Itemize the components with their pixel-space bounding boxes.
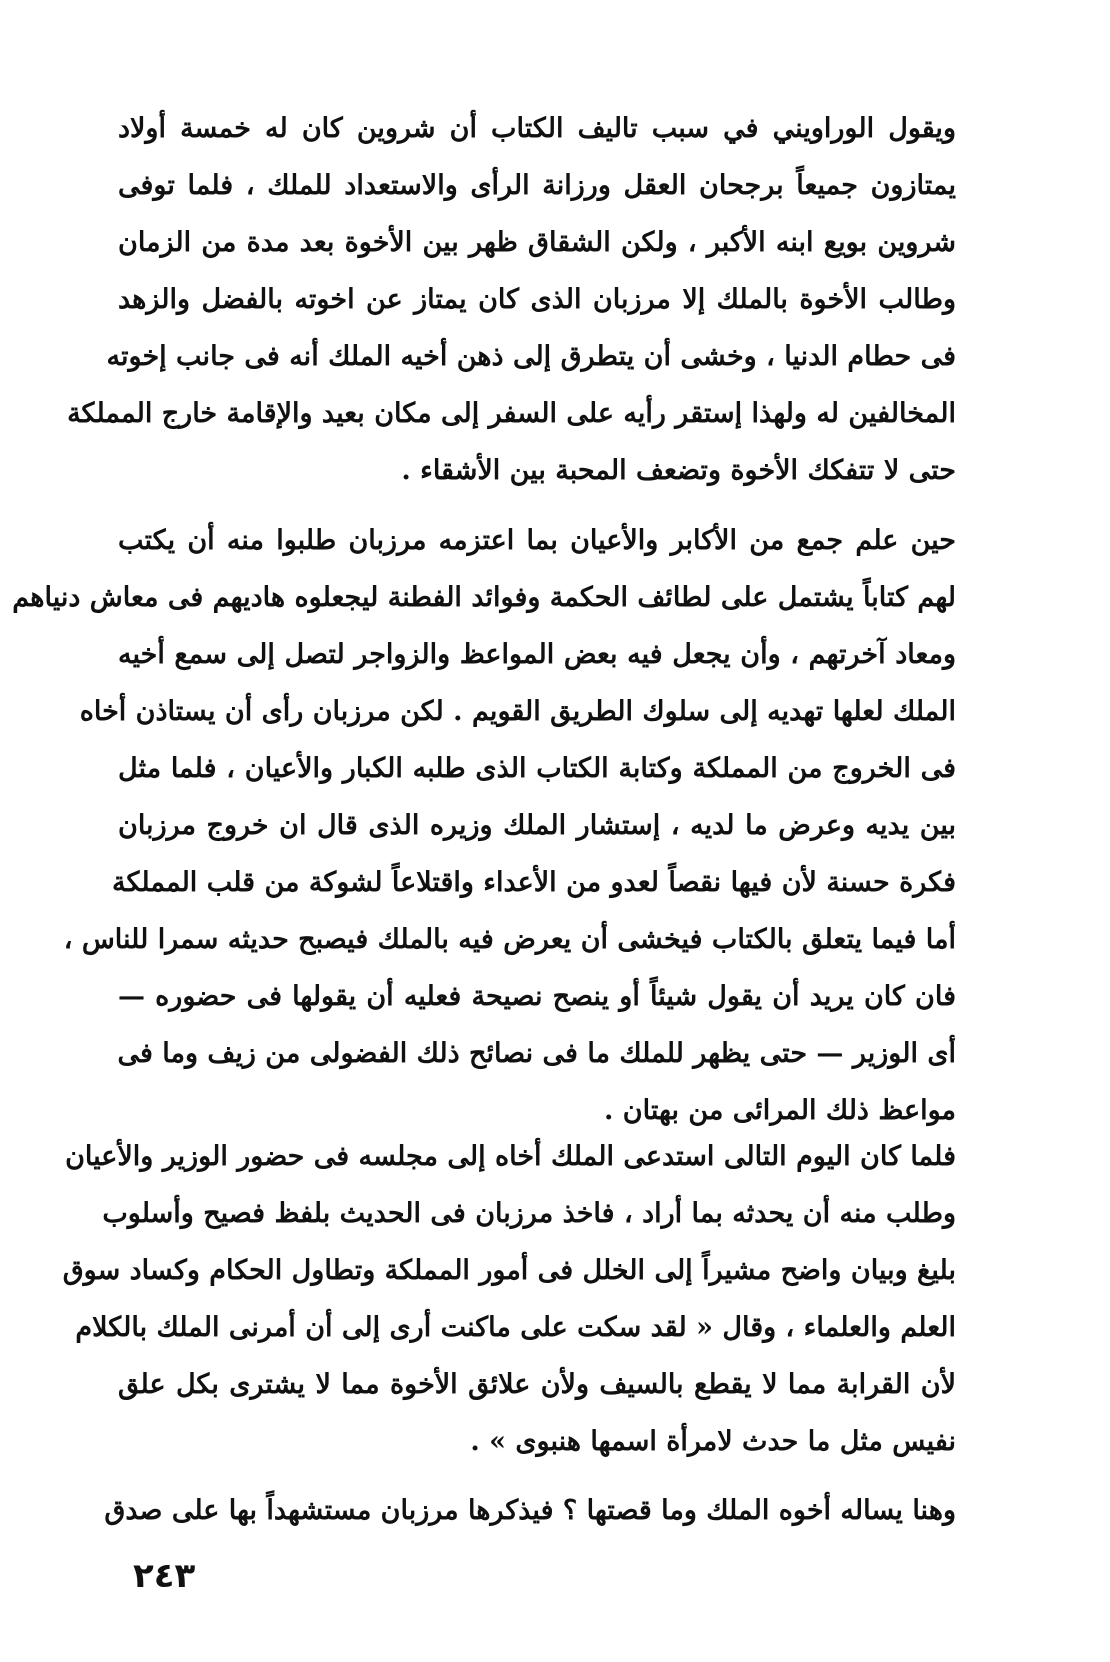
paragraph-king-question (104, 1482, 956, 1539)
text-line: فان كان يريد أن يقول شيئاً أو ينصح نصيحة فعليه أن يقولها فى حضوره — (118, 981, 957, 1012)
text-line: بين يديه وعرض ما لديه ، إستشار الملك وزيره الذى قال ان خروج مرزبان (118, 810, 956, 841)
text-line: ويقول الوراويني في سبب تاليف الكتاب أن شروين كان له خمسة أولاد (118, 113, 956, 144)
page-number: ٢٤٣ (133, 1556, 196, 1596)
text-line: الملك لعلها تهديه إلى سلوك الطريق القويم . لكن مرزبان رأى أن يستاذن أخاه (79, 696, 956, 727)
text-line: يمتازون جميعاً برجحان العقل ورزانة الرأى والاستعداد للملك ، فلما توفى (118, 170, 956, 201)
text-line: فكرة حسنة لأن فيها نقصاً لعدو من الأعداء واقتلاعاً لشوكة من قلب المملكة (112, 867, 956, 898)
text-line: بليغ وبيان واضح مشيراً إلى الخلل فى أمور المملكة وتطاول الحكام وكساد سوق (62, 1255, 956, 1286)
text-line: مواعظ ذلك المرائى من بهتان . (604, 1095, 956, 1126)
text-line: وطلب منه أن يحدثه بما أراد ، فاخذ مرزبان فى الحديث بلفظ فصيح وأسلوب (102, 1198, 956, 1229)
text-line: المخالفين له ولهذا إستقر رأيه على السفر إلى مكان بعيد والإقامة خارج المملكة (67, 398, 956, 429)
paragraph-nobles-request (12, 512, 957, 1139)
text-line: أى الوزير — حتى يظهر للملك ما فى نصائح ذلك الفضولى من زيف وما فى (117, 1038, 956, 1069)
text-line: فى حطام الدنيا ، وخشى أن يتطرق إلى ذهن أخيه الملك أنه فى جانب إخوته (106, 341, 956, 372)
text-line: حين علم جمع من الأكابر والأعيان بما اعتزمه مرزبان طلبوا منه أن يكتب (118, 525, 956, 556)
text-line: نفيس مثل ما حدث لامرأة اسمها هنبوى » . (470, 1426, 956, 1457)
paragraph-origin-of-book (67, 100, 956, 499)
text-line: وطالب الأخوة بالملك إلا مرزبان الذى كان يمتاز عن اخوته بالفضل والزهد (118, 284, 956, 315)
text-line: أما فيما يتعلق بالكتاب فيخشى أن يعرض فيه بالملك فيصبح حديثه سمرا للناس ، (63, 924, 956, 955)
text-line: لأن القرابة مما لا يقطع بالسيف ولأن علائق الأخوة مما لا يشترى بكل علق (118, 1369, 956, 1400)
text-line: فى الخروج من المملكة وكتابة الكتاب الذى طلبه الكبار والأعيان ، فلما مثل (118, 753, 956, 784)
text-line: ومعاد آخرتهم ، وأن يجعل فيه بعض المواعظ والزواجر لتصل إلى سمع أخيه (118, 639, 956, 670)
text-line: العلم والعلماء ، وقال « لقد سكت على ماكنت أرى إلى أن أمرنى الملك بالكلام (75, 1312, 956, 1343)
text-line: حتى لا تتفكك الأخوة وتضعف المحبة بين الأشقاء . (401, 455, 956, 486)
text-line: لهم كتاباً يشتمل على لطائف الحكمة وفوائد الفطنة ليجعلوه هاديهم فى معاش دنياهم (12, 582, 956, 613)
text-line: فلما كان اليوم التالى استدعى الملك أخاه إلى مجلسه فى حضور الوزير والأعيان (65, 1141, 956, 1172)
text-line: وهنا يساله أخوه الملك وما قصتها ؟ فيذكرها مرزبان مستشهداً بها على صدق (104, 1495, 956, 1526)
text-line: شروين بويع ابنه الأكبر ، ولكن الشقاق ظهر بين الأخوة بعد مدة من الزمان (118, 227, 956, 258)
paragraph-audience-with-king (62, 1128, 956, 1470)
